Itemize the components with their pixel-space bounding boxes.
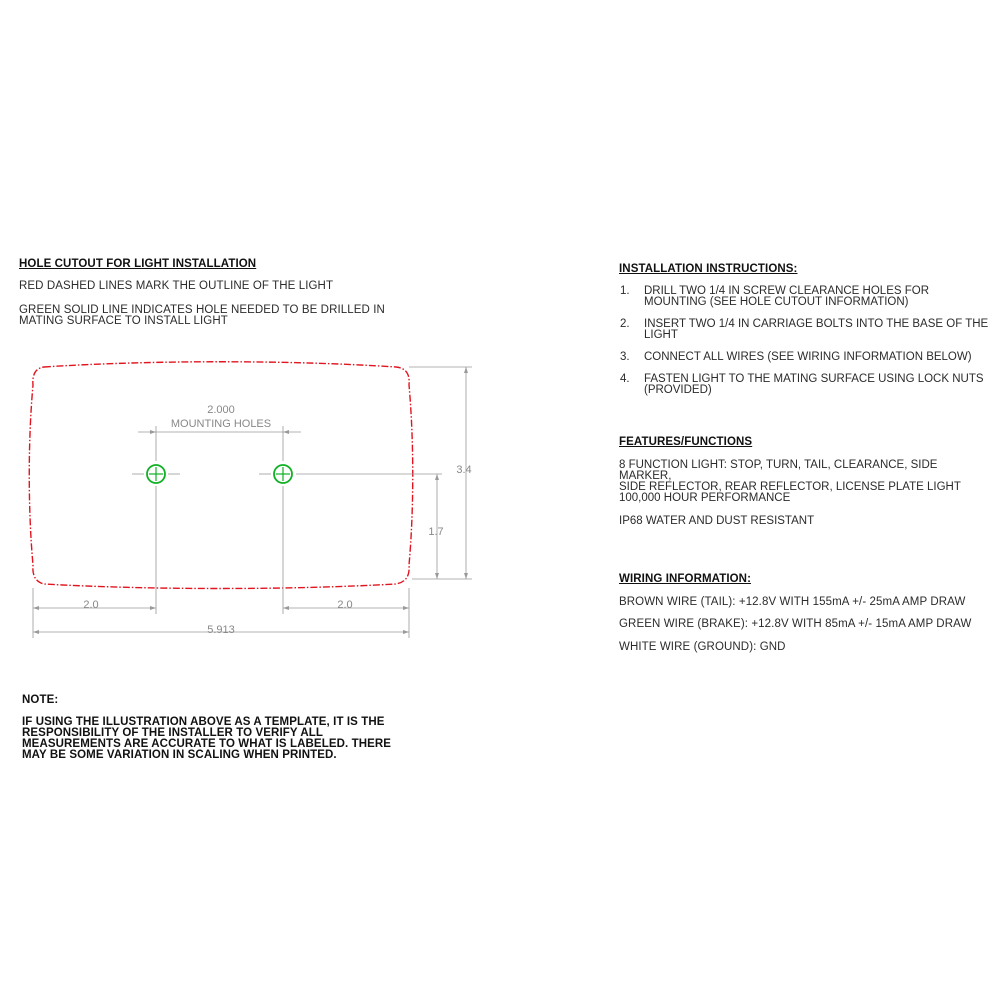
installation-step (620, 319, 990, 341)
note-line: RESPONSIBILITY OF THE INSTALLER TO VERIFY ALL (22, 727, 323, 739)
dimension-arrows (33, 367, 468, 634)
note-heading: NOTE: (22, 694, 59, 706)
dim-hole-height: 1.7 (428, 526, 444, 538)
installation-steps (620, 286, 990, 407)
step-text: DRILL TWO 1/4 IN SCREW CLEARANCE HOLES FOR MOUNTING (SEE HOLE CUTOUT INFORMATION) (644, 285, 930, 308)
note-line: IF USING THE ILLUSTRATION ABOVE AS A TEMPLATE, IT IS THE (22, 716, 385, 728)
mounting-hole-right (274, 465, 292, 483)
step-text: CONNECT ALL WIRES (SEE WIRING INFORMATION BELOW) (644, 351, 972, 363)
wiring-item: GREEN WIRE (BRAKE): +12.8V WITH 85mA +/- 15mA AMP DRAW (619, 618, 972, 630)
step-number: 4. (620, 373, 630, 385)
dim-left-offset: 2.0 (83, 599, 99, 611)
step-number: 2. (620, 318, 630, 330)
wiring-heading: WIRING INFORMATION: (619, 573, 751, 585)
feature-item: 100,000 HOUR PERFORMANCE (619, 492, 791, 504)
step-text: FASTEN LIGHT TO THE MATING SURFACE USING LOCK NUTS (PROVIDED) (644, 373, 984, 396)
feature-item: 8 FUNCTION LIGHT: STOP, TURN, TAIL, CLEARANCE, SIDE MARKER, SIDE REFLECTOR, REAR REFLECTOR, LICENSE PLATE LIGHT (619, 459, 961, 493)
step-text: INSERT TWO 1/4 IN CARRIAGE BOLTS INTO THE BASE OF THE LIGHT (644, 318, 989, 341)
dimension-lines (33, 367, 472, 638)
dim-width: 5.913 (207, 624, 235, 636)
dim-hole-label: MOUNTING HOLES (170, 418, 272, 430)
installation-step (620, 352, 990, 363)
features-heading: FEATURES/FUNCTIONS (619, 436, 753, 448)
mounting-hole-left (147, 465, 165, 483)
step-number: 1. (620, 285, 630, 297)
step-number: 3. (620, 351, 630, 363)
cutout-hole-note-line1: GREEN SOLID LINE INDICATES HOLE NEEDED TO BE DRILLED IN (19, 304, 385, 316)
dim-height: 3.4 (456, 464, 472, 476)
wiring-item: BROWN WIRE (TAIL): +12.8V WITH 155mA +/- 25mA AMP DRAW (619, 596, 966, 608)
note-line: MAY BE SOME VARIATION IN SCALING WHEN PRINTED. (22, 749, 337, 761)
dim-right-offset: 2.0 (337, 599, 353, 611)
wiring-item: WHITE WIRE (GROUND): GND (619, 641, 786, 653)
cutout-heading: HOLE CUTOUT FOR LIGHT INSTALLATION (19, 258, 257, 270)
cutout-hole-note-line2: MATING SURFACE TO INSTALL LIGHT (19, 315, 228, 327)
dim-hole-spacing: 2.000 (207, 404, 235, 416)
installation-step (620, 374, 990, 396)
installation-step (620, 286, 990, 308)
installation-heading: INSTALLATION INSTRUCTIONS: (619, 263, 798, 275)
feature-item: IP68 WATER AND DUST RESISTANT (619, 515, 815, 527)
light-outline (29, 362, 413, 589)
note-line: MEASUREMENTS ARE ACCURATE TO WHAT IS LABELED. THERE (22, 738, 392, 750)
cutout-outline-note: RED DASHED LINES MARK THE OUTLINE OF THE LIGHT (19, 280, 334, 292)
